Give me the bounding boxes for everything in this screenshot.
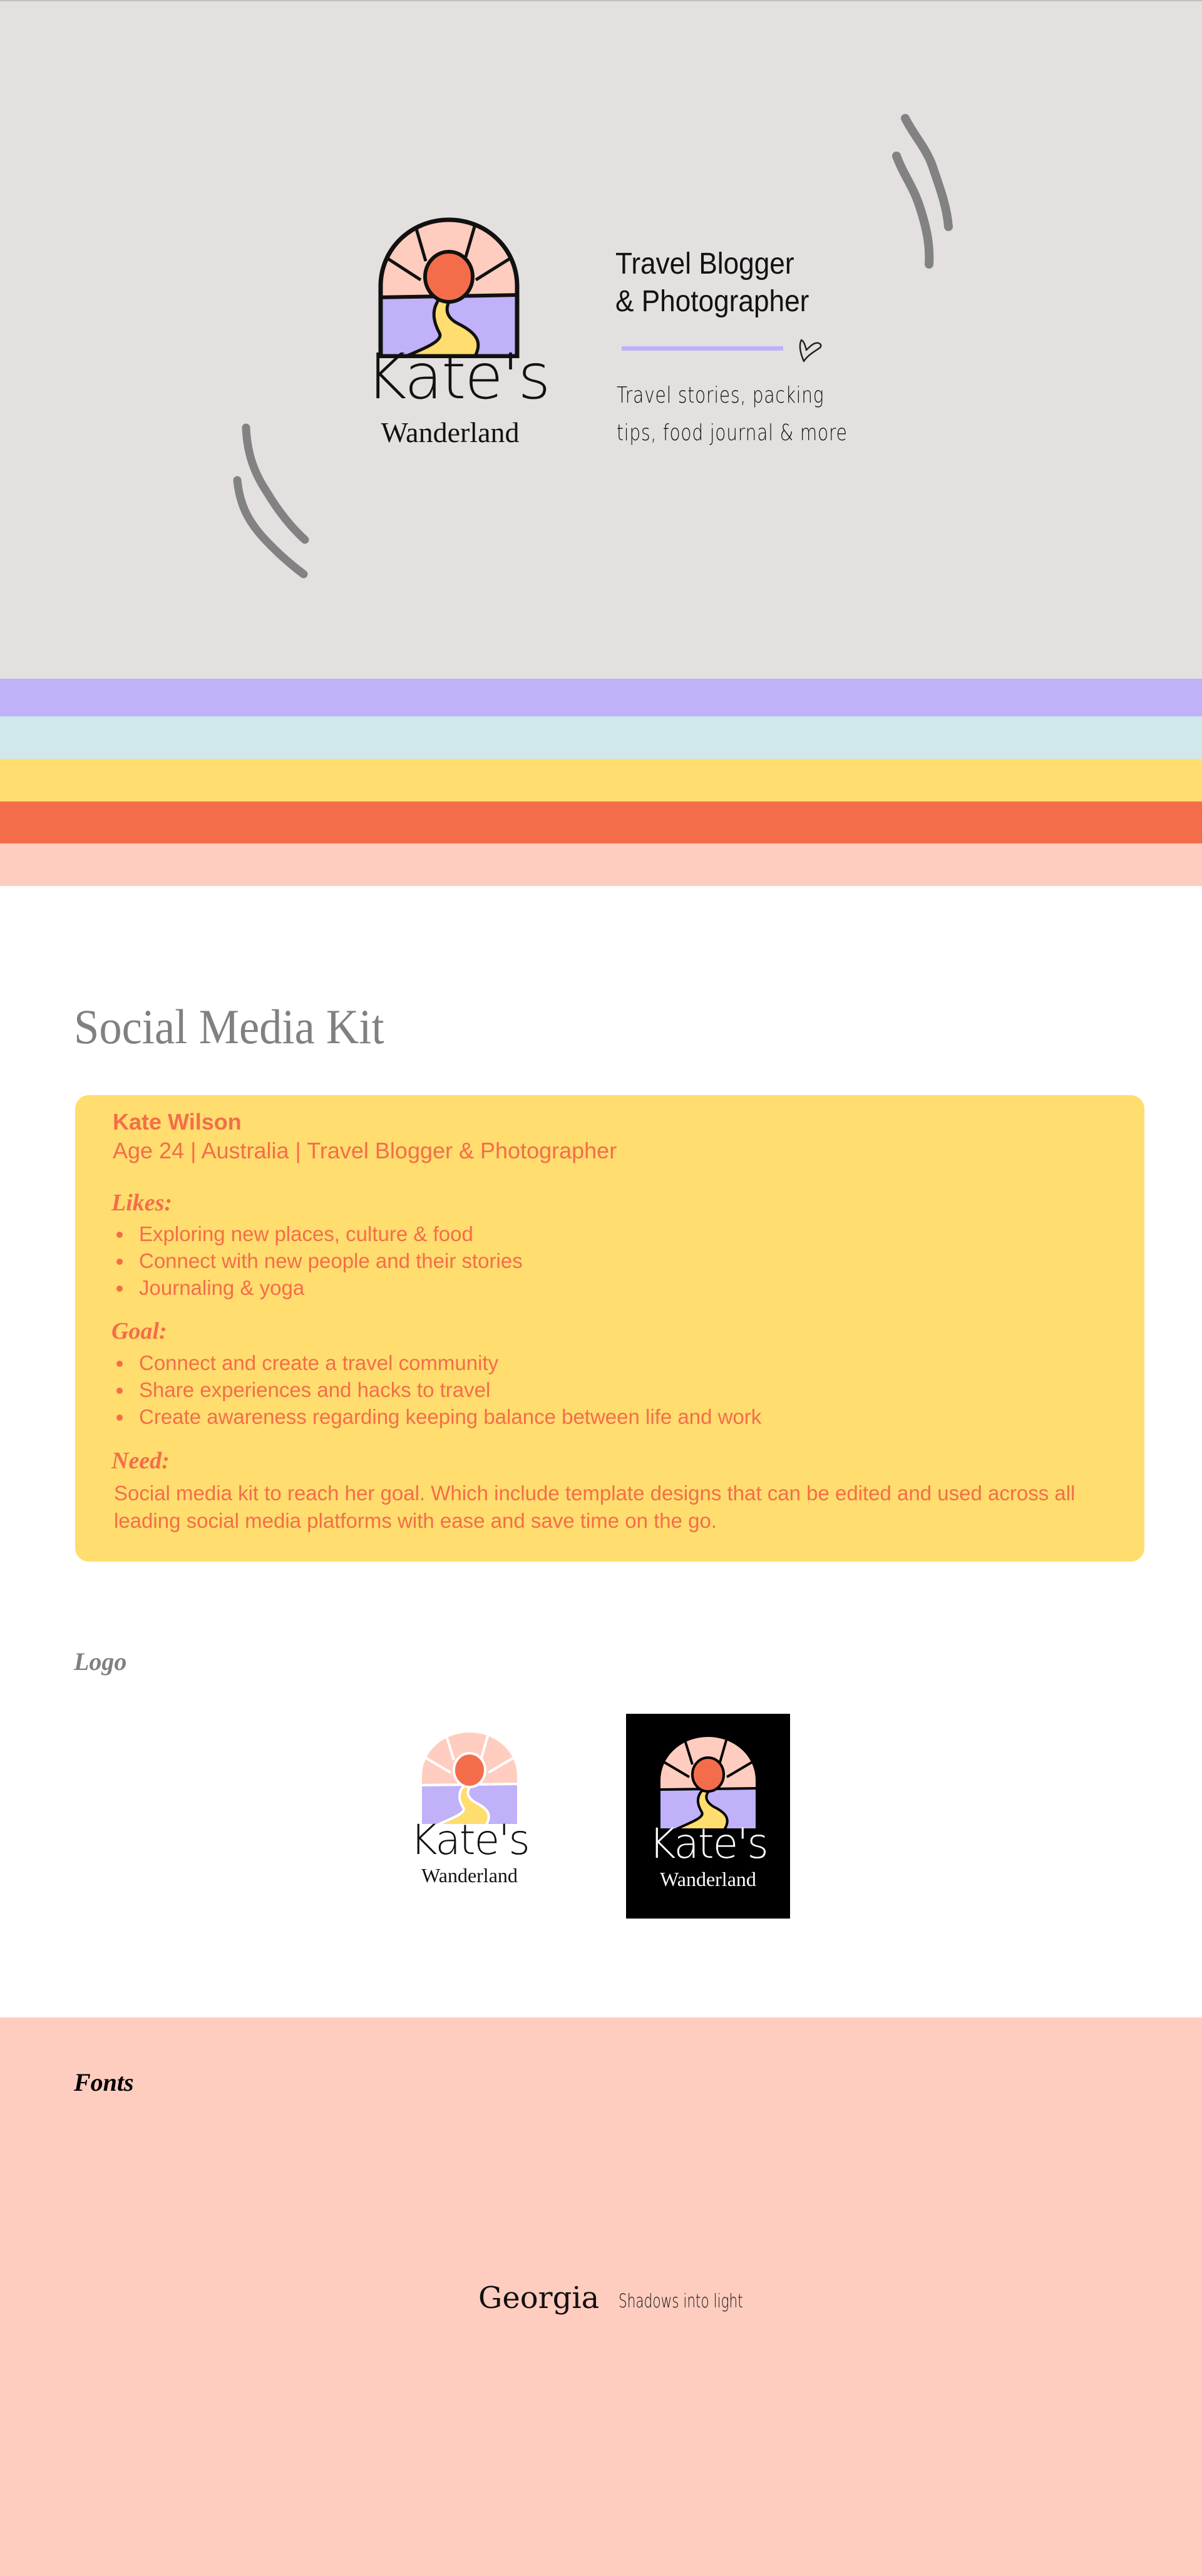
palette-stripe-lavender	[0, 679, 1202, 716]
list-item: Share experiences and hacks to travel	[113, 1376, 761, 1403]
sunset-arch-icon	[377, 217, 521, 358]
tagline-sub-line: Travel stories, packing	[617, 383, 824, 408]
goal-heading: Goal:	[111, 1318, 167, 1344]
sunset-arch-icon	[421, 1731, 518, 1825]
tagline-subtitle	[617, 377, 848, 452]
logo-wordmark-text: Wanderland	[421, 1864, 518, 1887]
fonts-section	[0, 2017, 1202, 2576]
brush-stroke-icon	[229, 418, 316, 587]
logo-wordmark-text: Wanderland	[660, 1868, 756, 1890]
page-title: Social Media Kit	[74, 999, 384, 1054]
font-sample-handwritten: Shadows into light	[619, 2290, 743, 2312]
logo-script-text: Kate's	[649, 1820, 768, 1868]
brush-stroke-icon	[889, 111, 964, 280]
logo-script-text: Kate's	[366, 340, 550, 413]
palette-stripe-blush	[0, 843, 1202, 886]
persona-meta: Age 24 | Australia | Travel Blogger & Photographer	[113, 1138, 617, 1163]
sunset-arch-icon	[659, 1736, 757, 1830]
tagline-sub-line: tips, food journal & more	[617, 420, 848, 446]
logo-section-label: Logo	[74, 1647, 127, 1676]
list-item: Connect and create a travel community	[113, 1349, 761, 1376]
likes-heading: Likes:	[111, 1190, 173, 1216]
brand-logo	[366, 217, 550, 455]
persona-name: Kate Wilson	[113, 1109, 242, 1135]
logo-variant-light	[407, 1731, 532, 1894]
fonts-section-label: Fonts	[74, 2068, 134, 2096]
palette-stripe-light-blue	[0, 716, 1202, 759]
persona-card	[75, 1095, 1144, 1562]
tagline-title-line: Travel Blogger	[615, 247, 794, 281]
font-sample-serif: Georgia	[478, 2280, 600, 2316]
likes-list	[113, 1220, 523, 1301]
divider-line	[622, 346, 783, 351]
list-item: Journaling & yoga	[113, 1274, 523, 1301]
need-heading: Need:	[111, 1448, 170, 1474]
heart-icon	[795, 336, 824, 365]
logo-script-text: Kate's	[410, 1816, 529, 1864]
list-item: Exploring new places, culture & food	[113, 1220, 523, 1247]
tagline-title-line: & Photographer	[615, 285, 809, 318]
hero-banner	[0, 0, 1202, 679]
palette-stripe-yellow	[0, 759, 1202, 801]
logo-variant-dark	[626, 1714, 790, 1919]
list-item: Connect with new people and their stories	[113, 1247, 523, 1274]
logo-wordmark-text: Wanderland	[381, 416, 520, 448]
list-item: Create awareness regarding keeping balance between life and work	[113, 1403, 761, 1430]
goal-list	[113, 1349, 761, 1430]
need-text: Social media kit to reach her goal. Which include template designs that can be edited and used across all leading social media platforms with ease and save time on the go.	[114, 1481, 1076, 1532]
tagline-title	[615, 245, 809, 321]
palette-stripe-coral	[0, 801, 1202, 843]
